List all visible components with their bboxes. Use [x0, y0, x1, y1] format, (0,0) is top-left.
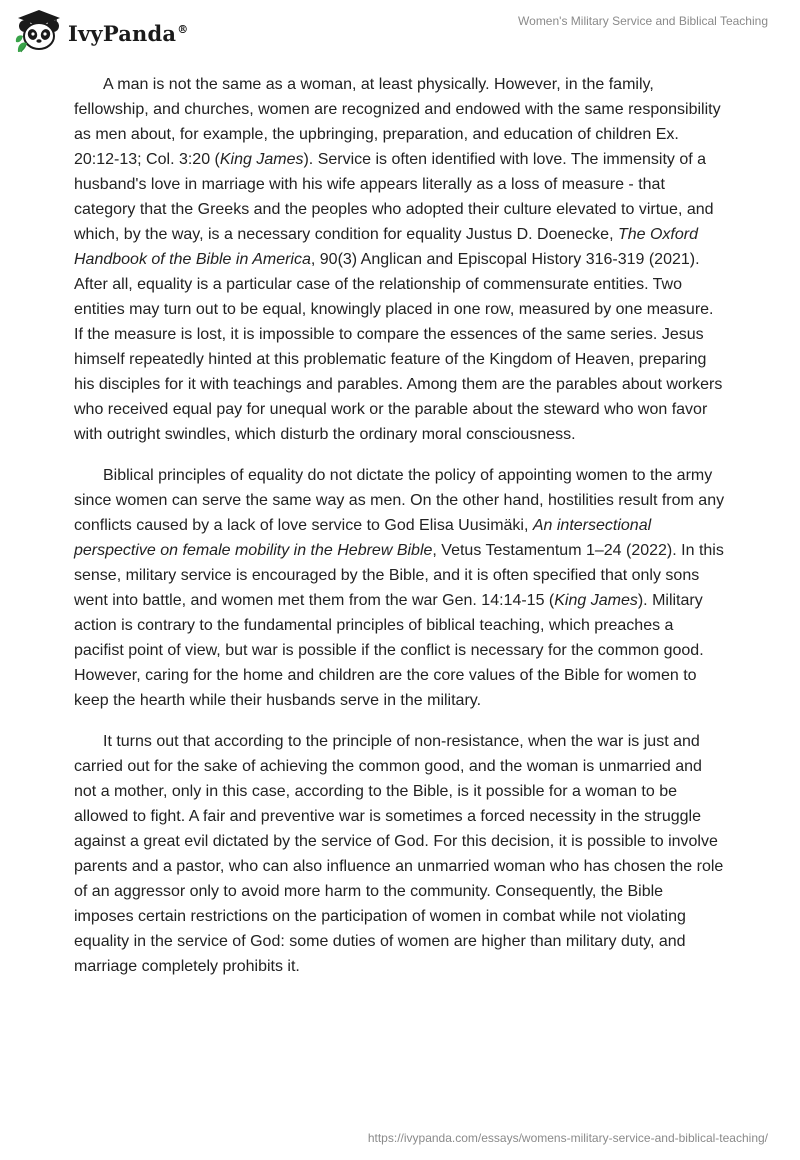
page-header	[0, 0, 800, 60]
ivypanda-logo[interactable]	[14, 8, 188, 54]
panda-graduate-icon	[14, 8, 64, 54]
text-run: It turns out that according to the principle of non-resistance, when the war is just and carried out for the sake of achieving the common good, and the woman is unmarried and not a mother, only in this case, according to the Bible, is it possible for a woman to be allowed to fight. A fair and preventive war is sometimes a forced necessity in the struggle against a great evil dictated by the service of God. For this decision, it is possible to involve parents and a pastor, who can also influence an unmarried woman who has chosen the role of an aggressor only to avoid more harm to the community. Consequently, the Bible imposes certain restrictions on the participation of women in combat while not violating equality in the service of God: some duties of women are higher than military duty, and marriage completely prohibits it.	[74, 733, 724, 975]
italic-citation: An intersectional perspective on female mobility in the Hebrew Bible	[74, 517, 652, 559]
paragraph-2	[74, 463, 726, 713]
source-url[interactable]: https://ivypanda.com/essays/womens-military-service-and-biblical-teaching/	[367, 1131, 768, 1145]
document-title: Women's Military Service and Biblical Teaching	[518, 14, 768, 28]
text-run: ). Service is often identified with love. The immensity of a husband's love in marriage with his wife appears literally as a loss of measure - that category that the Greeks and the peoples who adopted their culture elevated to virtue, and which, by the way, is a necessary condition for equality Justus D. Doenecke,	[74, 151, 714, 243]
text-run: A man is not the same as a woman, at least physically. However, in the family, fellowship, and churches, women are recognized and endowed with the same responsibility as men about, for example, the upbringing, preparation, and education of children Ex. 20:12-13; Col. 3:20 (	[74, 76, 721, 168]
italic-citation: King James	[219, 151, 304, 168]
text-run: Biblical principles of equality do not dictate the policy of appointing women to the army since women can serve the same way as men. On the other hand, hostilities result from any conflicts caused by a lack of love service to God Elisa Uusimäki,	[74, 467, 725, 534]
paragraph-3	[74, 729, 726, 979]
italic-citation: The Oxford Handbook of the Bible in America	[74, 226, 698, 268]
paragraph-1	[74, 72, 726, 447]
italic-citation: King James	[554, 592, 638, 609]
essay-body	[74, 72, 726, 995]
text-run: , Vetus Testamentum 1–24 (2022). In this sense, military service is encouraged by the Bible, and it is often specified that only sons went into battle, and women met them from the war Gen. 14:14-15 (	[74, 542, 724, 609]
text-run: ). Military action is contrary to the fundamental principles of biblical teaching, which preaches a pacifist point of view, but war is possible if the conflict is necessary for the common good. However, caring for the home and children are the core values of the Bible for women to keep the hearth while their husbands serve in the military.	[74, 592, 704, 709]
logo-wordmark: IvyPanda®	[68, 20, 189, 46]
text-run: , 90(3) Anglican and Episcopal History 316-319 (2021). After all, equality is a particular case of the relationship of commensurate entities. Two entities may turn out to be equal, knowingly placed in one row, measured by one measure. If the measure is lost, it is impossible to compare the essences of the same series. Jesus himself repeatedly hinted at this problematic feature of the Kingdom of Heaven, preparing his disciples for it with teachings and parables. Among them are the parables about workers who received equal pay for unequal work or the parable about the steward who won favor with outright swindles, which disturb the ordinary moral consciousness.	[74, 251, 723, 443]
